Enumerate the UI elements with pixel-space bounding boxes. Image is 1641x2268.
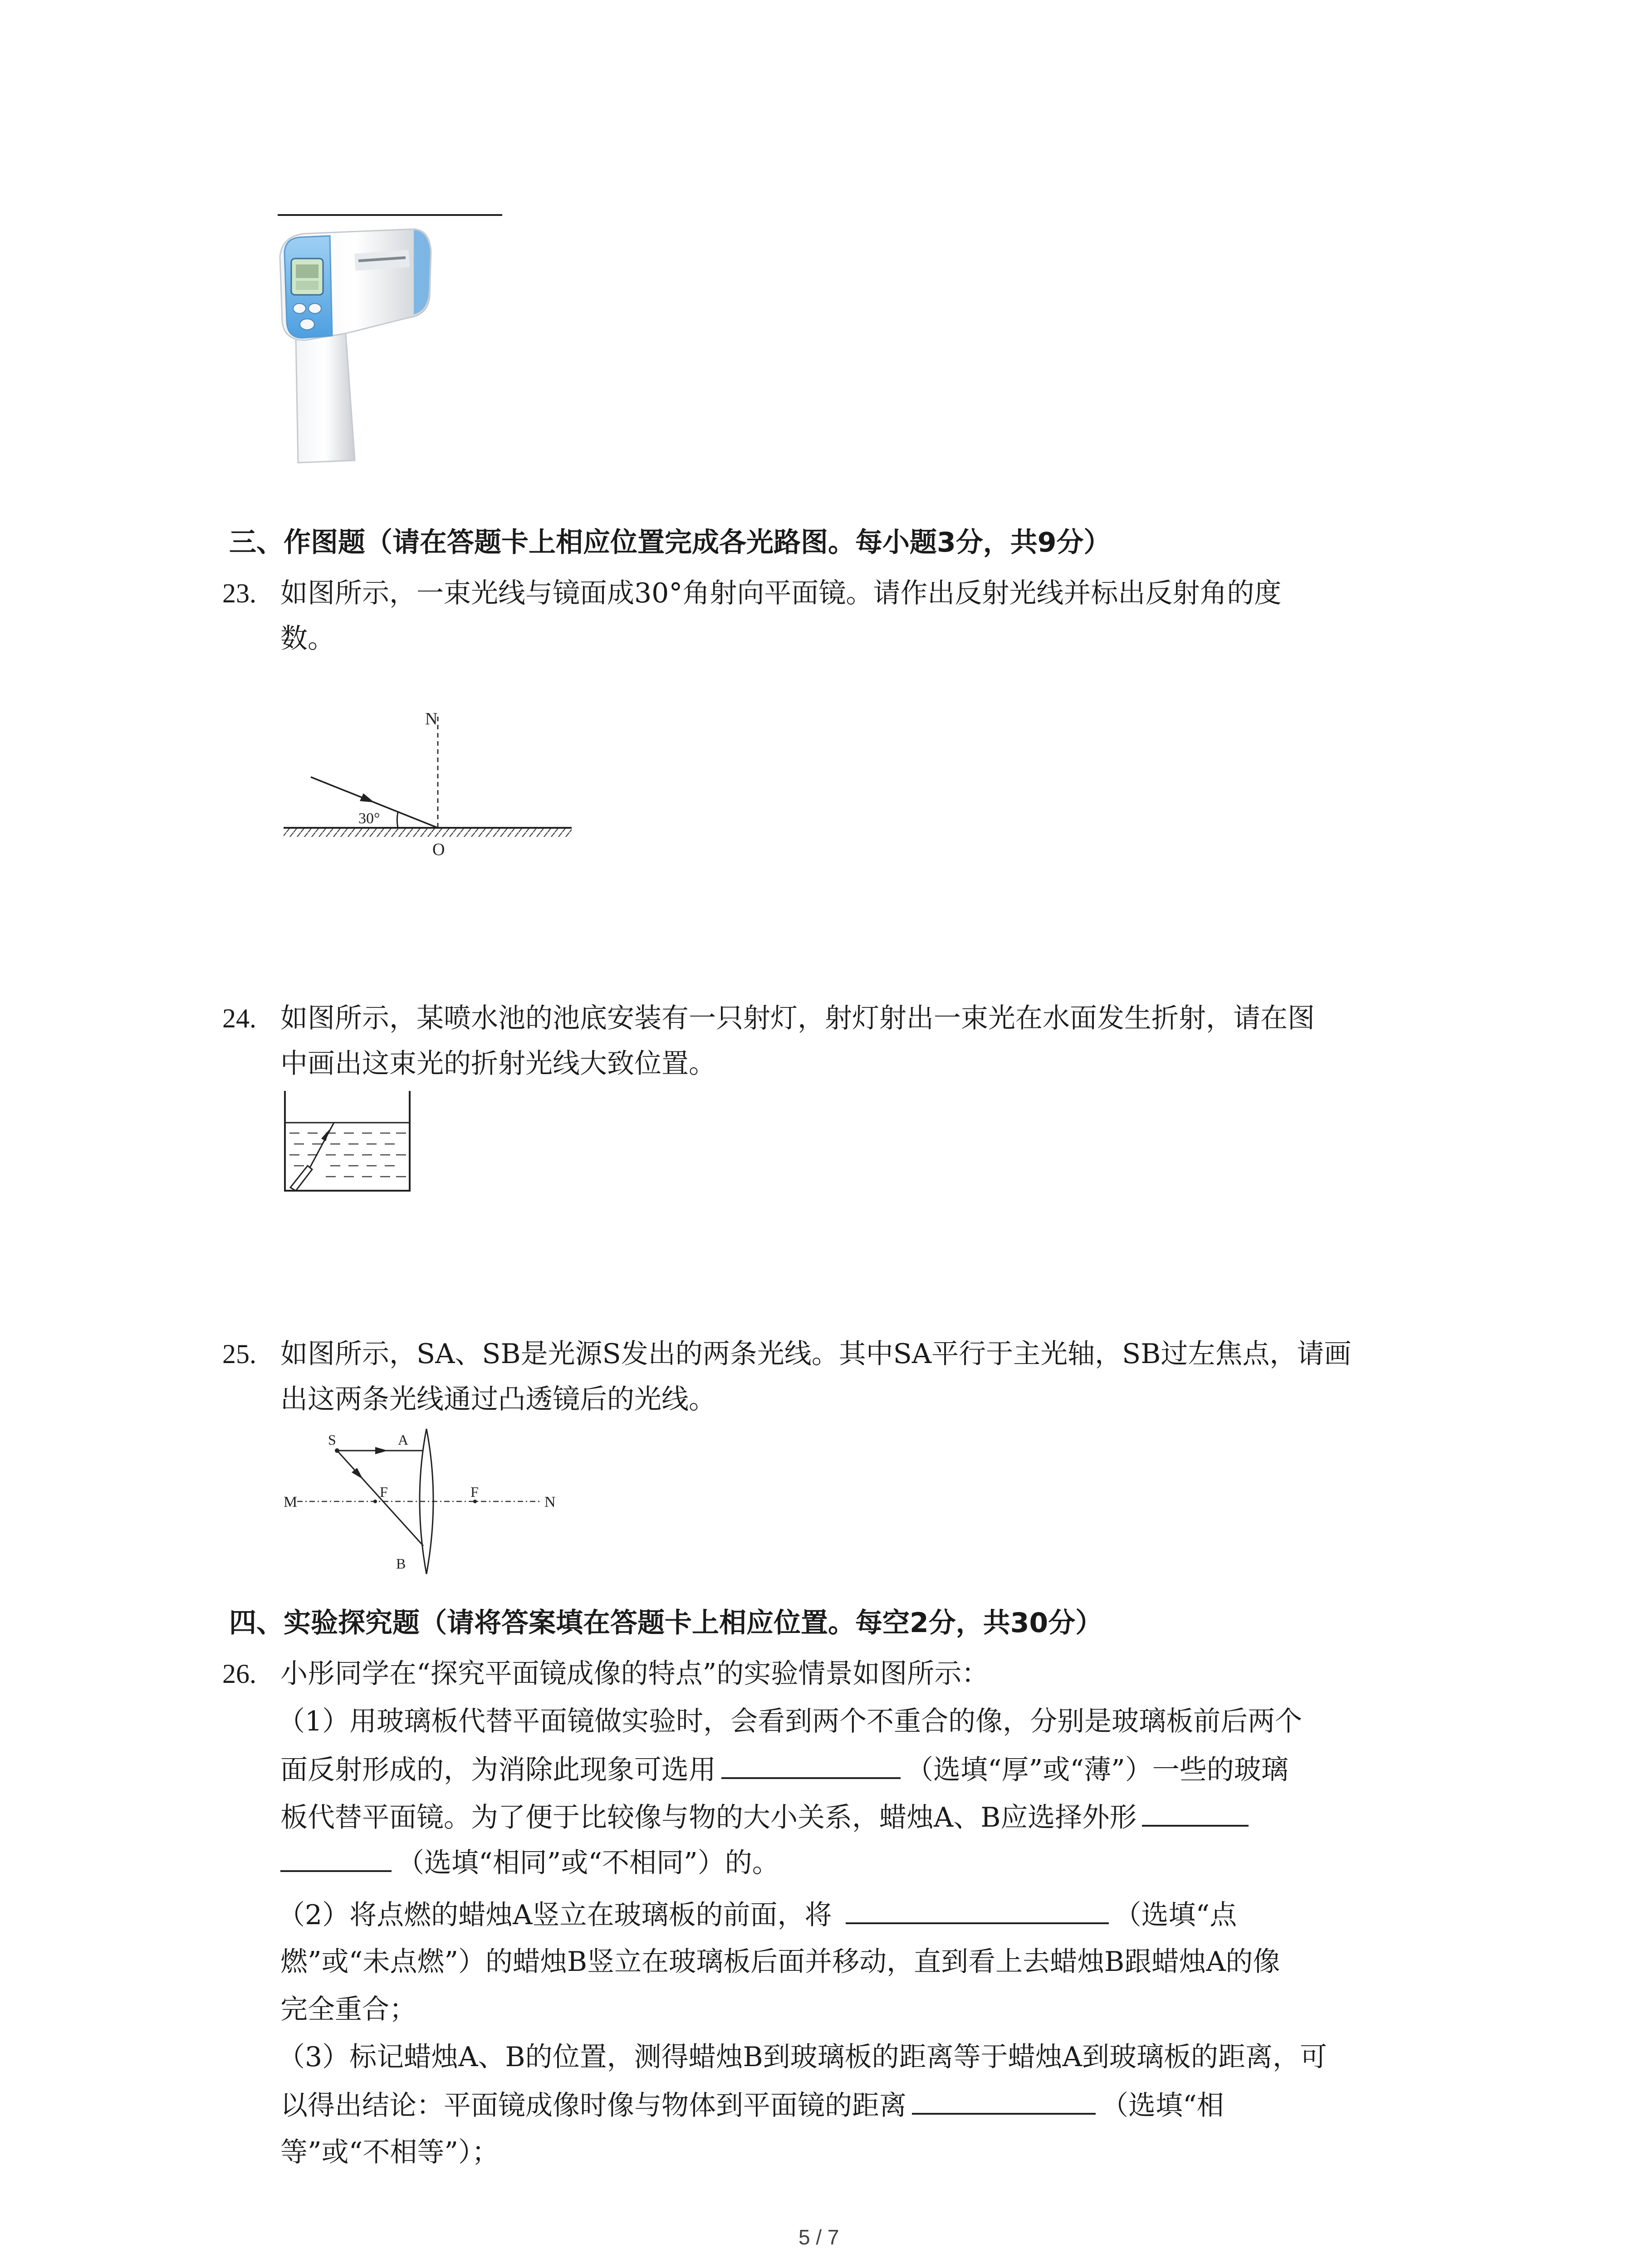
thermometer-image [278, 225, 432, 467]
q26-part3-line2-text-b: （选填“相 [1101, 2090, 1224, 2121]
q26-part3-line2-text-a: 以得出结论：平面镜成像时像与物体到平面镜的距离 [280, 2090, 906, 2121]
spotlight [290, 1166, 312, 1191]
q25-number: 25. [222, 1339, 256, 1369]
q26-number: 26. [222, 1659, 256, 1689]
point-a-label: A [398, 1432, 409, 1448]
focus-right [473, 1500, 477, 1503]
axis-label-n: N [544, 1494, 556, 1510]
q26-part1-line2-text-b: （选填“厚”或“薄”）一些的玻璃 [906, 1754, 1288, 1786]
q26-part2-line1-text-a: （2）将点燃的蜡烛A竖立在玻璃板的前面，将 [278, 1899, 832, 1931]
answer-blank-2b[interactable] [280, 1848, 392, 1872]
q25-lens-figure [279, 1424, 560, 1580]
ray-sa-arrow [375, 1447, 388, 1454]
answer-blank-4[interactable] [912, 2091, 1096, 2115]
focus-right-label: F [470, 1484, 479, 1500]
angle-label: 30° [358, 810, 380, 827]
q26-part1-line3-text: 板代替平面镜。为了便于比较像与物的大小关系，蜡烛A、B应选择外形 [280, 1802, 1137, 1833]
mirror-hatching [284, 829, 572, 837]
page-number: 5 / 7 [798, 2225, 839, 2249]
q26-part2-line1 [278, 1901, 1237, 1929]
q24-text-line2: 中画出这束光的折射光线大致位置。 [280, 1048, 716, 1080]
answer-blank-line [278, 214, 502, 216]
q26-part1-line2 [280, 1755, 1288, 1784]
q26-part3-line2 [280, 2091, 1224, 2119]
q25-text-line2: 出这两条光线通过凸透镜后的光线。 [280, 1383, 716, 1415]
q23-number: 23. [222, 578, 256, 608]
q26-intro: 小彤同学在“探究平面镜成像的特点”的实验情景如图所示： [280, 1658, 989, 1690]
ray-sb-arrow [352, 1468, 363, 1479]
ray-sb [337, 1451, 423, 1546]
section-4-title: 四、实验探究题（请将答案填在答题卡上相应位置。每空2分，共30分） [229, 1607, 1103, 1639]
q24-number: 24. [222, 1003, 256, 1033]
q26-part2-line2: 燃”或“未点燃”）的蜡烛B竖立在玻璃板后面并移动，直到看上去蜡烛B跟蜡烛A的像 [280, 1946, 1280, 1978]
q25-text-line1: 如图所示，SA、SB是光源S发出的两条光线。其中SA平行于主光轴，SB过左焦点，请画 [280, 1338, 1352, 1370]
normal-label: N [425, 709, 438, 728]
q26-part2-line3: 完全重合； [280, 1994, 416, 2025]
light-ray [310, 1123, 334, 1168]
axis-label-m: M [284, 1494, 298, 1510]
answer-blank-1[interactable] [721, 1755, 901, 1779]
point-o-label: O [432, 840, 445, 859]
focus-left-label: F [380, 1484, 388, 1500]
q26-part1-line4-text: （选填“相同”或“不相同”）的。 [397, 1847, 779, 1879]
q24-text-line1: 如图所示，某喷水池的池底安装有一只射灯，射灯射出一束光在水面发生折射，请在图 [280, 1002, 1315, 1034]
q26-part3-line3: 等”或“不相等”）； [280, 2136, 500, 2168]
q24-pool-figure [280, 1089, 416, 1199]
angle-arc [397, 812, 398, 828]
q23-reflection-figure [279, 705, 578, 870]
point-b-label: B [396, 1555, 406, 1572]
answer-blank-3[interactable] [846, 1901, 1109, 1924]
q26-part1-line4 [280, 1848, 779, 1877]
q26-part1-line3 [280, 1803, 1249, 1831]
answer-blank-2a[interactable] [1142, 1803, 1249, 1827]
q26-part2-line1-text-b: （选填“点 [1114, 1899, 1237, 1931]
q23-text-line2: 数。 [280, 623, 335, 655]
light-ray-arrow [321, 1129, 329, 1141]
q26-part3-line1: （3）标记蜡烛A、B的位置，测得蜡烛B到玻璃板的距离等于蜡烛A到玻璃板的距离，可 [278, 2041, 1327, 2073]
incident-ray-arrow [360, 793, 374, 802]
focus-left [373, 1500, 377, 1503]
q26-part1-line2-text-a: 面反射形成的，为消除此现象可选用 [280, 1754, 716, 1786]
source-s-label: S [328, 1432, 336, 1448]
section-3-title: 三、作图题（请在答题卡上相应位置完成各光路图。每小题3分，共9分） [229, 527, 1111, 558]
q26-part1-line1: （1）用玻璃板代替平面镜做实验时，会看到两个不重合的像，分别是玻璃板前后两个 [278, 1706, 1303, 1737]
q23-text-line1: 如图所示，一束光线与镜面成30°角射向平面镜。请作出反射光线并标出反射角的度 [280, 577, 1282, 609]
